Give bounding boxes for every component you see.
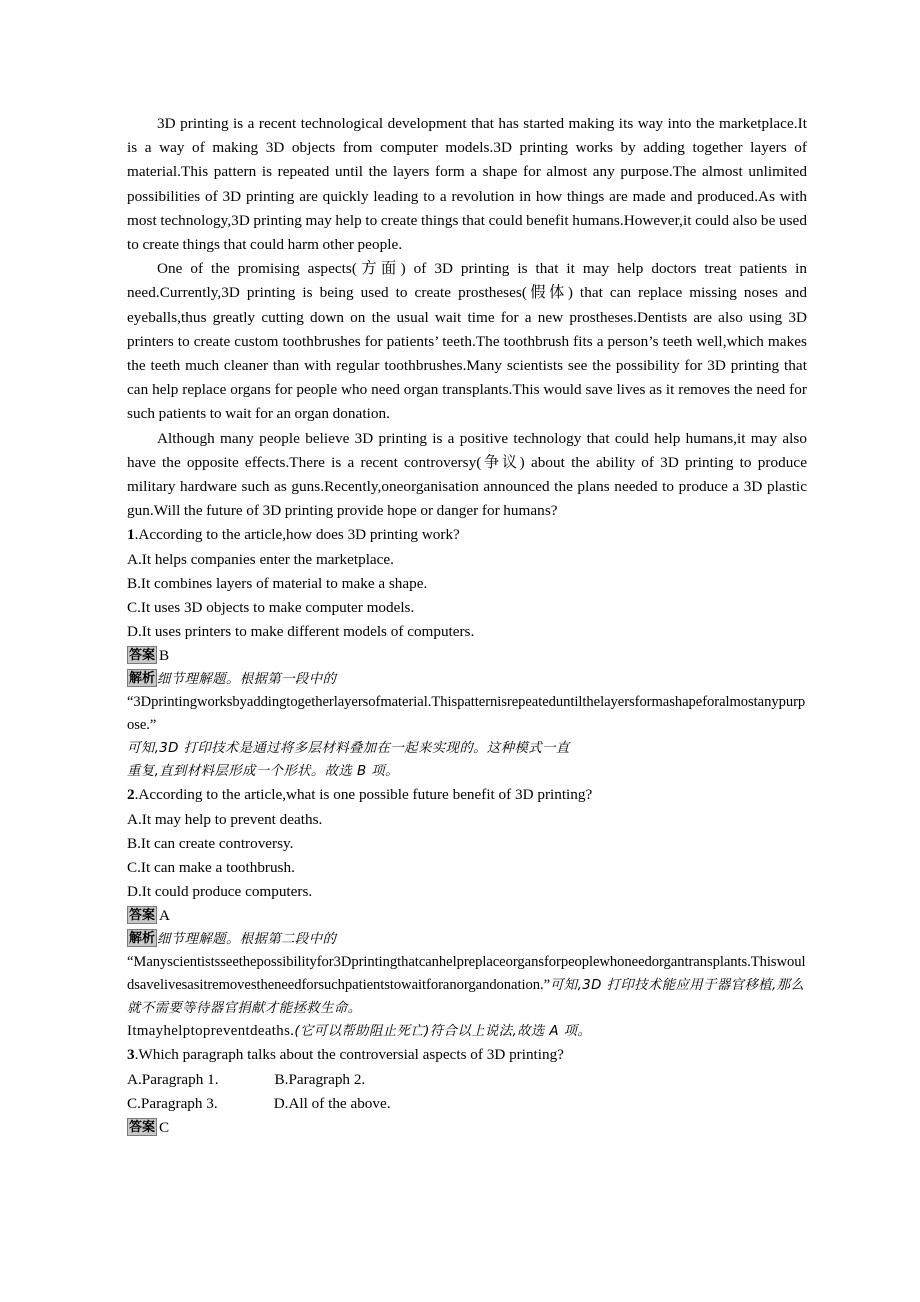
question-1-analysis-quote: “3Dprintingworksbyaddingtogetherlayersofmaterial.Thispatternisrepeateduntilthelayersformashapeforalmostanypurpose.” (127, 694, 806, 734)
question-3-text: .Which paragraph talks about the controversial aspects of 3D printing? (134, 1046, 564, 1064)
question-3-number: 3 (127, 1046, 135, 1064)
question-1-option-d[interactable]: D.It uses printers to make different models of computers. (127, 623, 475, 641)
passage-paragraph-3: Although many people believe 3D printing is a positive technology that could help humans,it may also have the opposite effects.There is a recent controversy(争议) about the ability of 3D printing to produce military hardware such as guns.Recently,oneorganisation announced the plans needed to produce a 3D plastic gun.Will the future of 3D printing provide hope or danger for humans? (127, 429, 807, 520)
question-block-1 (127, 523, 807, 783)
question-3-options-row-1 (127, 1068, 807, 1092)
question-1-option-c[interactable]: C.It uses 3D objects to make computer models. (127, 599, 415, 617)
analysis-tag: 解析 (129, 931, 156, 947)
question-1-answer-value: B (159, 647, 170, 665)
question-3-stem (127, 1043, 807, 1067)
question-2-analysis-tail-2 (127, 1020, 807, 1043)
question-3-option-b[interactable]: B.Paragraph 2. (274, 1070, 366, 1088)
question-1-analysis-intro: 细节理解题。根据第一段中的 (157, 672, 337, 688)
answer-tag: 答案 (129, 648, 156, 664)
answer-tag: 答案 (129, 1120, 156, 1136)
question-2-quote-text: “Manyscientistsseethepossibilityfor3Dprintingthatcanhelpreplaceorgansforpeoplewhoneedorgantransplants.Thiswouldsavelivesasitremovestheneedforsuchpatientstowaitforanorgandonation.” (127, 954, 806, 994)
question-1-analysis-tail-1: 可知,3D 打印技术是通过将多层材料叠加在一起来实现的。这种模式一直 (127, 741, 570, 757)
question-2-option-a[interactable]: A.It may help to prevent deaths. (127, 810, 323, 828)
passage-paragraph-2: One of the promising aspects(方面) of 3D printing is that it may help doctors treat patients in need.Currently,3D printing is being used to create prostheses(假体) that can replace missing noses and eyeballs,thus greatly cutting down on the usual wait time for a new prostheses.Dentists are also using 3D printers to create custom toothbrushes for patients’ teeth.The toothbrush fits a person’s teeth well,which makes the teeth much cleaner than with regular toothbrushes.Many scientists see the possibility for 3D printing that can help replace organs for people who need organ transplants.This would save lives as it removes the need for such patients to wait for an organ donation. (127, 260, 807, 423)
passage-paragraph-1: 3D printing is a recent technological development that has started making its way into the marketplace.It is a way of making 3D objects from computer models.3D printing works by adding together layers of material.This pattern is repeated until the layers form a shape for almost any purpose.The almost unlimited possibilities of 3D printing are quickly leading to a revolution in how things are made and produced.As with most technology,3D printing may help to create things that could benefit humans.However,it could also be used to create things that could harm other people. (127, 115, 807, 254)
question-2-analysis-tail-1: 可知,3D 打印技术能应用于器官移植,那么就不需要等待器官捐献才能拯救生命。 (127, 978, 805, 1017)
question-1-text: .According to the article,how does 3D printing work? (134, 526, 460, 544)
answer-tag: 答案 (129, 908, 156, 924)
question-1-number: 1 (127, 526, 135, 544)
reading-passage (127, 112, 807, 523)
question-1-option-b[interactable]: B.It combines layers of material to make a shape. (127, 574, 428, 592)
question-2-text: .According to the article,what is one possible future benefit of 3D printing? (134, 786, 593, 804)
question-2-option-b[interactable]: B.It can create controversy. (127, 834, 294, 852)
question-2-option-c[interactable]: C.It can make a toothbrush. (127, 859, 295, 877)
question-block-2 (127, 783, 807, 1043)
question-1-analysis-intro-line (127, 667, 807, 691)
question-1-analysis-tail-2: 重复,直到材料层形成一个形状。故选 B 项。 (127, 764, 399, 780)
question-2-number: 2 (127, 786, 135, 804)
question-3-option-c[interactable]: C.Paragraph 3. (127, 1094, 218, 1112)
question-3-options-row-2 (127, 1092, 807, 1116)
document-page (127, 112, 807, 1139)
question-2-analysis-zh-tail: (它可以帮助阻止死亡)符合以上说法,故选 A 项。 (294, 1024, 592, 1040)
question-3-answer-line (127, 1116, 807, 1139)
question-3-option-a[interactable]: A.Paragraph 1. (127, 1070, 219, 1088)
question-3-answer-value: C (159, 1119, 170, 1137)
question-2-answer-line (127, 904, 807, 927)
question-2-option-d[interactable]: D.It could produce computers. (127, 883, 313, 901)
question-block-3 (127, 1043, 807, 1139)
question-2-analysis-intro-line (127, 927, 807, 951)
question-1-option-a[interactable]: A.It helps companies enter the marketplace. (127, 550, 394, 568)
question-2-stem (127, 783, 807, 807)
question-2-analysis-quote (127, 951, 807, 1020)
question-1-answer-line (127, 644, 807, 667)
question-2-analysis-en-phrase: Itmayhelptopreventdeaths. (127, 1023, 295, 1040)
question-1-stem (127, 523, 807, 547)
question-3-option-d[interactable]: D.All of the above. (273, 1094, 391, 1112)
analysis-tag: 解析 (129, 671, 156, 687)
question-2-answer-value: A (159, 907, 170, 925)
question-2-analysis-intro: 细节理解题。根据第二段中的 (157, 932, 337, 948)
